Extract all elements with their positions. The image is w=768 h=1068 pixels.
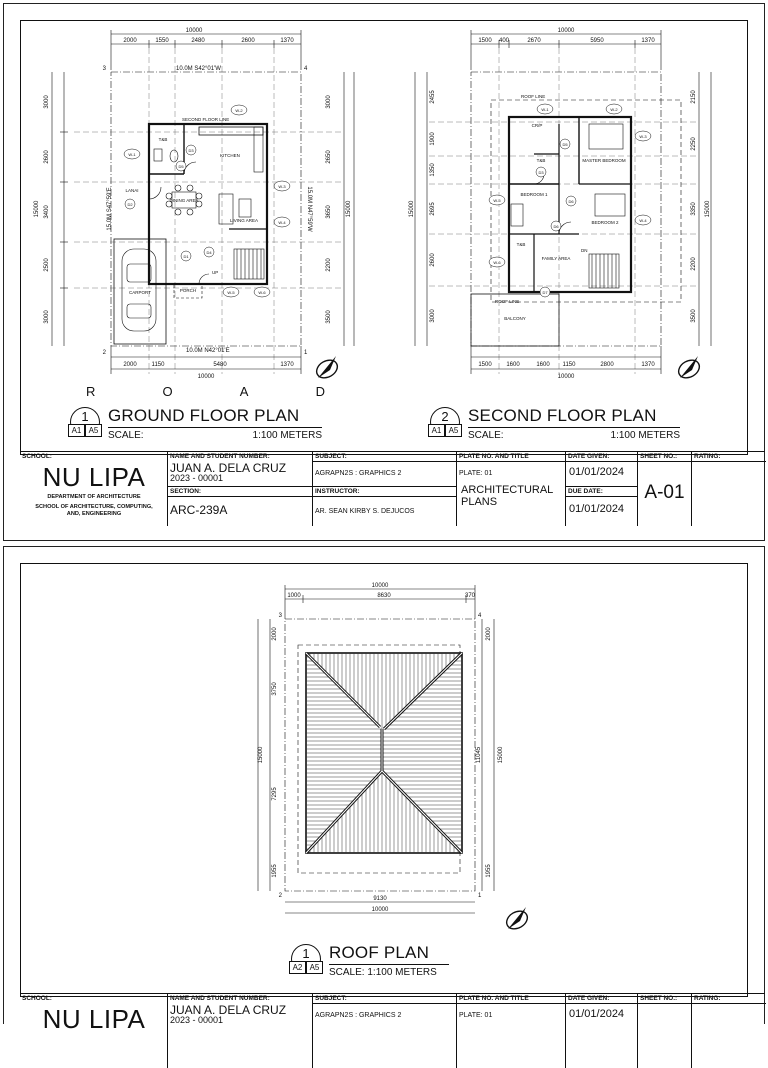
- corner-label: 3: [278, 613, 282, 619]
- name-label: NAME AND STUDENT NUMBER:: [170, 453, 270, 460]
- left-dim: 2600: [44, 150, 50, 164]
- left-dim: 2000: [272, 627, 278, 641]
- north-arrow-icon: [310, 350, 344, 384]
- rating-label: RATING:: [694, 453, 721, 460]
- door-tag: D6: [568, 199, 574, 204]
- door-tag: D5: [178, 164, 184, 169]
- bottom-dim: 2000: [123, 362, 137, 368]
- room-label: T&B: [536, 158, 546, 163]
- second-floor-plan: [399, 24, 739, 394]
- drawing-ref-bubble: [68, 407, 102, 441]
- sheet-ref: A5: [85, 425, 102, 437]
- drawing-title: SECOND FLOOR PLAN: [468, 406, 680, 428]
- sheet-ref: A2: [289, 962, 306, 974]
- plate-title: PLANS: [461, 496, 498, 508]
- bottom-dim: 1600: [536, 362, 550, 368]
- rating-label: RATING:: [694, 995, 721, 1002]
- name-label: NAME AND STUDENT NUMBER:: [170, 995, 270, 1002]
- corner-label: 1: [478, 893, 482, 899]
- bottom-dim: 1370: [641, 362, 655, 368]
- subject-cell: [313, 994, 457, 1068]
- top-dim: 370: [464, 593, 476, 599]
- plate-number: PLATE: 01: [459, 470, 493, 477]
- left-dim-total: 15000: [258, 746, 264, 764]
- bearing: 10.0M N42°01'E: [186, 348, 230, 354]
- school-label: SCHOOL:: [22, 453, 52, 460]
- date-given-label: DATE GIVEN:: [568, 995, 610, 1002]
- window-tag: W-5: [227, 290, 235, 295]
- room-label: LIVING AREA: [229, 218, 259, 223]
- instructor-value: AR. SEAN KIRBY S. DEJUCOS: [315, 508, 415, 515]
- right-dim: 3650: [326, 205, 332, 219]
- road-letter: O: [162, 384, 174, 399]
- room-label: BALCONY: [504, 316, 526, 321]
- sheet-ref: A5: [445, 425, 462, 437]
- student-cell: [168, 994, 313, 1068]
- left-dim: 1350: [430, 163, 436, 177]
- room-label: KITCHEN: [220, 153, 240, 158]
- window-tag: W-1: [128, 152, 136, 157]
- drawing-number: 1: [302, 946, 310, 961]
- rating-cell: [692, 994, 766, 1068]
- second-floor-title: [428, 406, 680, 441]
- subject-label: SUBJECT:: [315, 995, 347, 1002]
- school-name: NU LIPA: [42, 462, 146, 492]
- bottom-dim: 1500: [478, 362, 492, 368]
- sheet-no-label: SHEET NO.:: [640, 995, 678, 1002]
- corner-label: 2: [102, 350, 106, 356]
- window-tag: W-1: [541, 107, 549, 112]
- right-dim: 3350: [691, 202, 697, 216]
- section-value: ARC-239A: [170, 503, 228, 517]
- scale-label: SCALE: 1:100 METERS: [329, 967, 437, 978]
- department: DEPARTMENT OF ARCHITECTURE: [47, 494, 141, 500]
- window-tag: W-3: [639, 134, 647, 139]
- date-given-label: DATE GIVEN:: [568, 453, 610, 460]
- top-dim-total: 10000: [371, 583, 389, 589]
- window-tag: W-2: [610, 107, 618, 112]
- right-dim: 11045: [476, 746, 482, 764]
- right-dim-total: 15000: [705, 200, 711, 218]
- due-date-label: DUE DATE:: [568, 488, 603, 495]
- top-dim: 2600: [241, 38, 255, 44]
- bottom-dim-total: 10000: [371, 907, 389, 913]
- left-dim: 3000: [44, 95, 50, 109]
- north-arrow-icon: [500, 901, 534, 935]
- window-tag: W-5: [493, 198, 501, 203]
- bearing: 10.0M S42°01'W: [176, 66, 221, 72]
- north-arrow-icon: [672, 350, 706, 384]
- bottom-dim: 1150: [151, 362, 165, 368]
- student-number: 2023 - 00001: [170, 473, 224, 483]
- road-letter: R: [86, 384, 97, 399]
- right-dim: 2650: [326, 150, 332, 164]
- room-label: CR/P: [531, 123, 543, 128]
- school-cell: [20, 994, 168, 1068]
- left-dim: 2500: [44, 258, 50, 272]
- scale-value: 1:100 METERS: [252, 430, 322, 441]
- room-label: UP: [212, 270, 219, 275]
- left-dim-total: 15000: [409, 200, 415, 218]
- top-dim-total: 10000: [185, 28, 203, 34]
- scale-label: SCALE:: [468, 430, 504, 441]
- right-dim: 2150: [691, 90, 697, 104]
- top-dim: 400: [498, 38, 510, 44]
- plate-label: PLATE NO. AND TITLE: [459, 453, 529, 460]
- sheet-no-cell: [638, 452, 692, 526]
- top-dim: 2670: [527, 38, 541, 44]
- roof-plan: [250, 579, 510, 919]
- sheet-ref: A5: [306, 962, 323, 974]
- corner-label: 4: [478, 613, 482, 619]
- room-label: MASTER BEDROOM: [582, 158, 626, 163]
- room-label: SECOND FLOOR LINE: [182, 117, 230, 122]
- drawing-ref-bubble: [289, 944, 323, 978]
- school-line: AND, ENGINEERING: [66, 511, 122, 517]
- school-name: NU LIPA: [42, 1004, 146, 1034]
- top-dim: 1370: [280, 38, 294, 44]
- plate-title: ARCHITECTURAL: [461, 484, 554, 496]
- right-dim: 2250: [691, 137, 697, 151]
- subject-value: AGRAPN2S : GRAPHICS 2: [315, 1012, 402, 1019]
- left-dim: 3400: [44, 205, 50, 219]
- room-label: T&B: [516, 242, 526, 247]
- bearing: 15.0M S47°59'E: [107, 187, 113, 231]
- door-tag: D4: [206, 250, 212, 255]
- right-dim-total: 15000: [498, 746, 504, 764]
- title-block: [20, 451, 765, 525]
- bottom-dim-total: 10000: [557, 374, 575, 380]
- roof-plan-title: [289, 943, 449, 978]
- left-dim: 1900: [430, 132, 436, 146]
- room-label: T&B: [158, 137, 168, 142]
- right-dim: 3500: [691, 309, 697, 323]
- road-letter: A: [239, 384, 250, 399]
- window-tag: W-2: [235, 108, 243, 113]
- dates-cell: [566, 994, 638, 1068]
- drawing-title: ROOF PLAN: [329, 943, 449, 965]
- instructor-label: INSTRUCTOR:: [315, 488, 360, 495]
- corner-label: 4: [304, 66, 308, 72]
- student-name: JUAN A. DELA CRUZ: [170, 461, 287, 475]
- subject-label: SUBJECT:: [315, 453, 347, 460]
- ground-floor-title: [68, 406, 322, 441]
- left-dim: 2600: [430, 253, 436, 267]
- bottom-dim: 1600: [506, 362, 520, 368]
- door-tag: D7: [542, 290, 548, 295]
- plate-cell: [457, 994, 566, 1068]
- title-block: [20, 993, 765, 1067]
- door-tag: D1: [183, 254, 189, 259]
- drawing-ref-bubble: [428, 407, 462, 441]
- date-given: 01/01/2024: [569, 1008, 625, 1020]
- subject-value: AGRAPN2S : GRAPHICS 2: [315, 470, 402, 477]
- left-dim: 2455: [430, 90, 436, 104]
- door-tag: D6: [553, 224, 559, 229]
- sheet-ref: A1: [68, 425, 85, 437]
- top-dim: 2000: [123, 38, 137, 44]
- left-dim: 3000: [44, 310, 50, 324]
- left-dim-total: 15000: [34, 200, 40, 218]
- scale-value: 1:100 METERS: [610, 430, 680, 441]
- section-label: SECTION:: [170, 488, 202, 495]
- door-tag: D3: [188, 148, 194, 153]
- plate-number: PLATE: 01: [459, 1012, 493, 1019]
- room-label: DN: [581, 248, 588, 253]
- sheet-ref: A1: [428, 425, 445, 437]
- left-dim: 2695: [430, 202, 436, 216]
- corner-label: 3: [102, 66, 106, 72]
- room-label: FAMILY AREA: [541, 256, 571, 261]
- room-label: LANAI: [125, 188, 139, 193]
- bottom-dim: 2800: [600, 362, 614, 368]
- bottom-dim: 1370: [280, 362, 294, 368]
- road-label: [86, 384, 326, 399]
- student-cell: [168, 452, 313, 526]
- window-tag: W-6: [258, 290, 266, 295]
- drawing-number: 1: [81, 409, 89, 424]
- room-label: PORCH: [179, 288, 197, 293]
- left-dim: 7295: [272, 787, 278, 801]
- sheet-no-cell: [638, 994, 692, 1068]
- rating-cell: [692, 452, 766, 526]
- right-dim: 2200: [691, 257, 697, 271]
- top-dim: 1550: [155, 38, 169, 44]
- due-date: 01/01/2024: [569, 503, 625, 515]
- ground-floor-plan: [34, 24, 374, 394]
- top-dim: 1370: [641, 38, 655, 44]
- door-tag: D3: [538, 170, 544, 175]
- left-dim: 3000: [430, 309, 436, 323]
- room-label: BEDROOM 1: [520, 192, 548, 197]
- top-dim-total: 10000: [557, 28, 575, 34]
- bottom-dim: 9130: [373, 896, 387, 902]
- left-dim: 1955: [272, 864, 278, 878]
- school-line: SCHOOL OF ARCHITECTURE, COMPUTING,: [35, 504, 153, 510]
- school-cell: [20, 452, 168, 526]
- corner-label: 1: [304, 350, 308, 356]
- room-label: ROOF LINE: [521, 94, 546, 99]
- bottom-dim: 1150: [562, 362, 576, 368]
- right-dim: 2000: [486, 627, 492, 641]
- sheet-number: A-01: [644, 482, 685, 503]
- right-dim-total: 15000: [346, 200, 352, 218]
- top-dim: 1000: [287, 593, 301, 599]
- top-dim: 1500: [478, 38, 492, 44]
- door-tag: D2: [127, 202, 133, 207]
- right-dim: 3000: [326, 95, 332, 109]
- window-tag: W-4: [639, 218, 647, 223]
- top-dim: 5950: [590, 38, 604, 44]
- sheet-roof: [3, 546, 765, 1034]
- student-number: 2023 - 00001: [170, 1015, 224, 1025]
- window-tag: W-6: [493, 260, 501, 265]
- right-dim: 3500: [326, 310, 332, 324]
- window-tag: W-3: [278, 184, 286, 189]
- subject-cell: [313, 452, 457, 526]
- bearing: 15.0M N47°59'W: [306, 186, 312, 232]
- room-label: DINING AREA: [169, 198, 199, 203]
- room-label: CARPORT: [129, 290, 151, 295]
- room-label: BEDROOM 2: [591, 220, 619, 225]
- sheet-a01: [3, 3, 765, 541]
- student-name: JUAN A. DELA CRUZ: [170, 1003, 287, 1017]
- bottom-dim: 5480: [213, 362, 227, 368]
- drawing-title: GROUND FLOOR PLAN: [108, 406, 322, 428]
- plate-label: PLATE NO. AND TITLE: [459, 995, 529, 1002]
- left-dim: 3750: [272, 682, 278, 696]
- right-dim: 1955: [486, 864, 492, 878]
- road-letter: D: [315, 384, 326, 399]
- date-given: 01/01/2024: [569, 466, 625, 478]
- bottom-dim-total: 10000: [197, 374, 215, 380]
- corner-label: 2: [278, 893, 282, 899]
- dates-cell: [566, 452, 638, 526]
- right-dim: 2200: [326, 258, 332, 272]
- window-tag: W-4: [278, 220, 286, 225]
- room-label: ROOF LINE: [495, 299, 520, 304]
- plate-cell: [457, 452, 566, 526]
- door-tag: D5: [562, 142, 568, 147]
- top-dim: 2480: [191, 38, 205, 44]
- drawing-number: 2: [441, 409, 449, 424]
- sheet-no-label: SHEET NO.:: [640, 453, 678, 460]
- scale-label: SCALE:: [108, 430, 144, 441]
- school-label: SCHOOL:: [22, 995, 52, 1002]
- top-dim: 8630: [377, 593, 391, 599]
